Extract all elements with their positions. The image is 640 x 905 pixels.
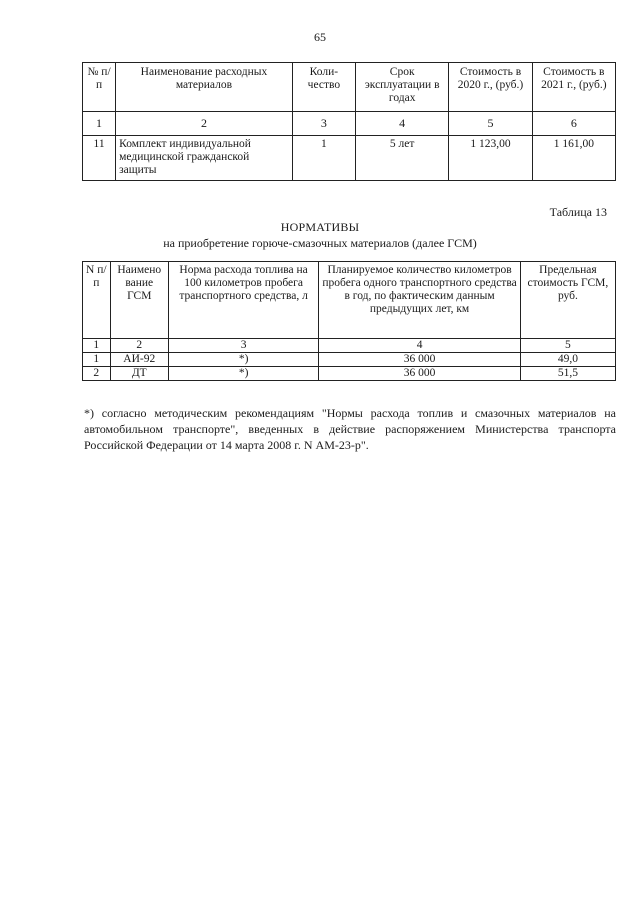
column-header: Норма расхода топлива на 100 километров пробега транспортного средства, л	[168, 262, 318, 339]
index-cell: 5	[449, 112, 532, 136]
index-cell: 1	[83, 339, 111, 353]
fuel-name-cell: АИ-92	[110, 353, 168, 367]
column-index-row	[83, 112, 616, 136]
table-header-row	[83, 63, 616, 112]
index-cell: 4	[356, 112, 449, 136]
column-header: Наименование расходных материалов	[116, 63, 293, 112]
index-cell: 3	[168, 339, 318, 353]
fuel-norm-cell: *)	[168, 353, 318, 367]
quantity-cell: 1	[292, 136, 355, 181]
index-cell: 6	[532, 112, 615, 136]
table-row	[83, 353, 616, 367]
lifetime-cell: 5 лет	[356, 136, 449, 181]
fuel-name-cell: ДТ	[110, 367, 168, 381]
index-cell: 3	[292, 112, 355, 136]
table-header-row	[83, 262, 616, 339]
item-name-cell: Комплект индивидуальной медицинской гражданской защиты	[116, 136, 293, 181]
column-header: Стоимость в 2020 г., (руб.)	[449, 63, 532, 112]
column-header: Предельная стоимость ГСМ, руб.	[520, 262, 615, 339]
table-label: Таблица 13	[549, 205, 607, 219]
column-header: Наимено вание ГСМ	[110, 262, 168, 339]
section-title: НОРМАТИВЫ	[280, 220, 360, 234]
fuel-norms-table	[82, 261, 616, 381]
table-row	[83, 367, 616, 381]
row-number-cell: 2	[83, 367, 111, 381]
mileage-cell: 36 000	[319, 353, 521, 367]
row-number-cell: 11	[83, 136, 116, 181]
column-header: № п/п	[83, 63, 116, 112]
index-cell: 2	[110, 339, 168, 353]
section-subtitle: на приобретение горюче-смазочных материалов (далее ГСМ)	[163, 236, 477, 250]
column-index-row	[83, 339, 616, 353]
page-number: 65	[314, 30, 326, 44]
table-row	[83, 136, 616, 181]
fuel-norm-cell: *)	[168, 367, 318, 381]
index-cell: 1	[83, 112, 116, 136]
column-header: N п/п	[83, 262, 111, 339]
cost-2020-cell: 1 123,00	[449, 136, 532, 181]
column-header: Стоимость в 2021 г., (руб.)	[532, 63, 615, 112]
cost-2021-cell: 1 161,00	[532, 136, 615, 181]
index-cell: 5	[520, 339, 615, 353]
price-cell: 49,0	[520, 353, 615, 367]
column-header: Коли-чество	[292, 63, 355, 112]
materials-table	[82, 62, 616, 181]
price-cell: 51,5	[520, 367, 615, 381]
mileage-cell: 36 000	[319, 367, 521, 381]
row-number-cell: 1	[83, 353, 111, 367]
footnote: *) согласно методическим рекомендациям "Нормы расхода топлив и смазочных материалов на автомобильном транспорте", введенных в действие распоряжением Министерства транспорта Российской Федерации от 14 марта 2008 г. N АМ-23-р".	[84, 406, 616, 452]
column-header: Планируемое количество километров пробега одного транспортного средства в год, по фактическим данным предыдущих лет, км	[319, 262, 521, 339]
index-cell: 2	[116, 112, 293, 136]
column-header: Срок эксплуатации в годах	[356, 63, 449, 112]
index-cell: 4	[319, 339, 521, 353]
